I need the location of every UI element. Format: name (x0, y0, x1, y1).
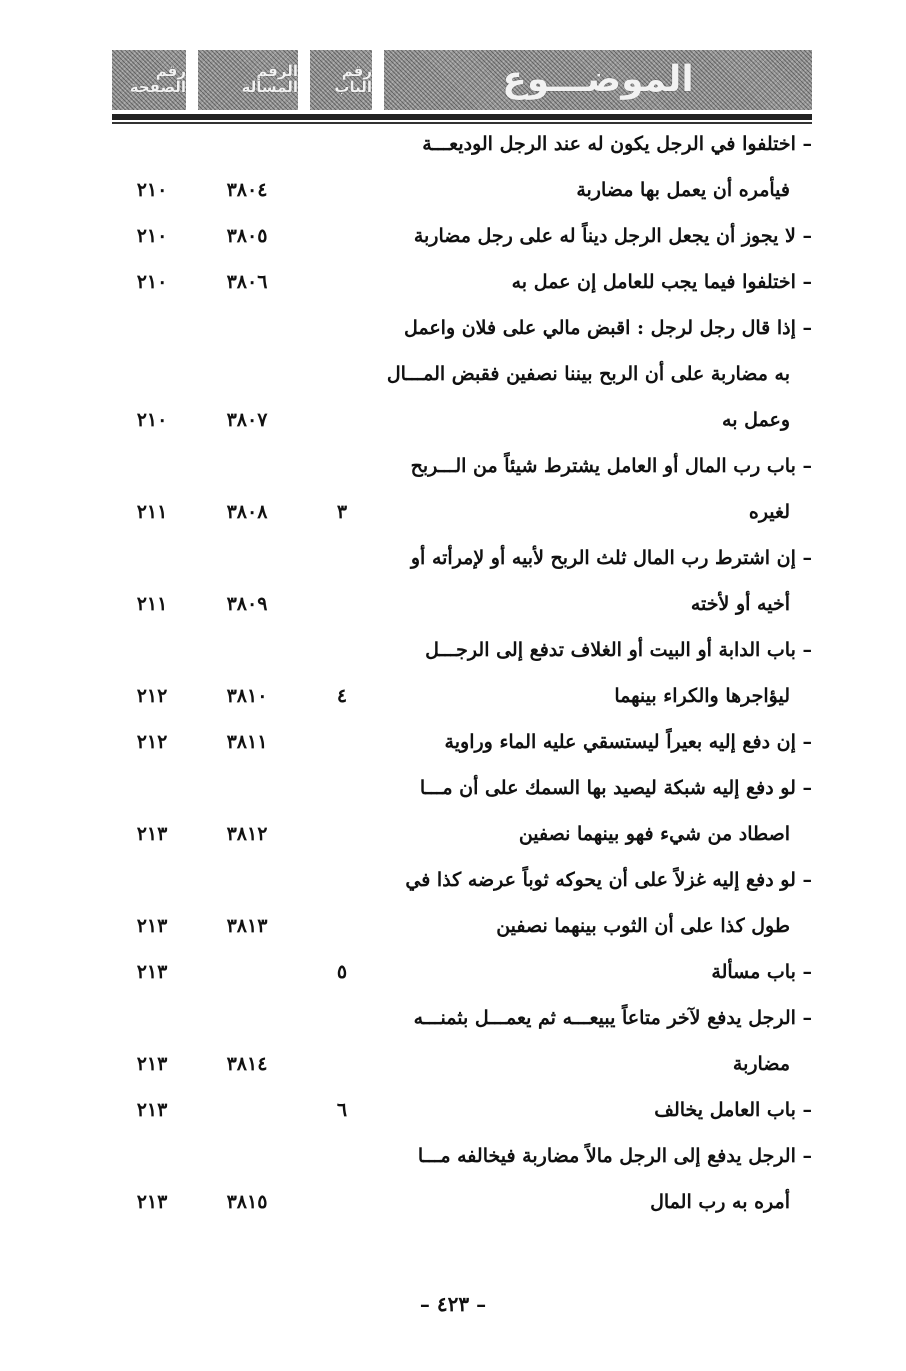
table-row (112, 630, 812, 676)
row-issue: ٣٨٠٨ (226, 501, 268, 523)
row-issue: ٣٨١٤ (226, 1053, 268, 1075)
row-topic: مضاربة (732, 1053, 790, 1075)
table-row (112, 124, 812, 170)
header-topic (384, 50, 812, 110)
row-issue: ٣٨١١ (226, 731, 268, 753)
row-topic: لغيره (748, 501, 790, 523)
row-issue: ٣٨٠٧ (226, 409, 268, 431)
header-issue-label: الرقم المسألة (241, 62, 298, 96)
table-row (112, 492, 812, 538)
row-issue: ٣٨١٠ (226, 685, 268, 707)
table-row (112, 308, 812, 354)
table-row (112, 446, 812, 492)
table-row (112, 170, 812, 216)
table-row (112, 814, 812, 860)
table-row (112, 998, 812, 1044)
table-row (112, 952, 812, 998)
table-row (112, 722, 812, 768)
table-row (112, 1090, 812, 1136)
row-topic: – لو دفع إليه شبكة ليصيد بها السمك على أن مـــا (419, 777, 812, 799)
row-topic: أمره به رب المال (650, 1191, 790, 1213)
table-row (112, 400, 812, 446)
table-row (112, 262, 812, 308)
header-chapter (310, 50, 372, 110)
row-chapter: ٥ (336, 961, 348, 983)
table-row (112, 860, 812, 906)
row-page: ٢١٠ (136, 271, 168, 293)
row-issue: ٣٨١٥ (226, 1191, 268, 1213)
table-row (112, 768, 812, 814)
row-topic: أخيه أو لأخته (690, 593, 790, 615)
row-issue: ٣٨١٣ (226, 915, 268, 937)
table-row (112, 676, 812, 722)
row-topic: – الرجل يدفع لآخر متاعاً يبيعـــه ثم يعمـــل بثمنـــه (413, 1007, 812, 1029)
row-topic: فيأمره أن يعمل بها مضاربة (576, 179, 790, 201)
row-topic: – باب مسألة (711, 961, 812, 983)
row-topic: – اختلفوا فيما يجب للعامل إن عمل به (511, 271, 812, 293)
row-page: ٢١٢ (136, 685, 168, 707)
row-page: ٢١١ (136, 501, 168, 523)
row-issue: ٣٨٠٩ (226, 593, 268, 615)
row-issue: ٣٨١٢ (226, 823, 268, 845)
row-issue: ٣٨٠٥ (226, 225, 268, 247)
table-row (112, 1044, 812, 1090)
header-issue (198, 50, 298, 110)
row-topic: – باب رب المال أو العامل يشترط شيئاً من الـــربح (410, 455, 812, 477)
row-topic: – لا يجوز أن يجعل الرجل ديناً له على رجل مضاربة (413, 225, 812, 247)
row-page: ٢١٣ (136, 915, 168, 937)
row-issue: ٣٨٠٦ (226, 271, 268, 293)
row-topic: – باب الدابة أو البيت أو الغلاف تدفع إلى الرجـــل (425, 639, 812, 661)
row-topic: – إن دفع إليه بعيراً ليستسقي عليه الماء وراوية (444, 731, 812, 753)
table-row (112, 216, 812, 262)
row-page: ٢١٣ (136, 1191, 168, 1213)
page-number: – ٤٢٣ – (419, 1292, 487, 1316)
row-topic: – باب العامل يخالف (654, 1099, 812, 1121)
row-topic: – لو دفع إليه غزلاً على أن يحوكه ثوباً عرضه كذا في (405, 869, 812, 891)
row-chapter: ٣ (336, 501, 348, 523)
header-page-label: رقم الصفحة (129, 62, 186, 96)
header-topic-label: الموضـــوع (502, 59, 694, 101)
row-chapter: ٦ (336, 1099, 348, 1121)
row-page: ٢١١ (136, 593, 168, 615)
row-issue: ٣٨٠٤ (226, 179, 268, 201)
row-page: ٢١٣ (136, 823, 168, 845)
table-row (112, 584, 812, 630)
row-topic: – إن اشترط رب المال ثلث الربح لأبيه أو لإمرأته أو (410, 547, 812, 569)
row-topic: – اختلفوا في الرجل يكون له عند الرجل الوديعـــة (422, 133, 812, 155)
table-row (112, 1182, 812, 1228)
row-page: ٢١٠ (136, 409, 168, 431)
table-row (112, 1136, 812, 1182)
row-page: ٢١٣ (136, 1053, 168, 1075)
row-topic: – الرجل يدفع إلى الرجل مالاً مضاربة فيخالفه مـــا (417, 1145, 812, 1167)
row-topic: ليؤاجرها والكراء بينهما (614, 685, 790, 707)
row-page: ٢١٠ (136, 179, 168, 201)
row-topic: طول كذا على أن الثوب بينهما نصفين (496, 915, 790, 937)
row-page: ٢١٣ (136, 1099, 168, 1121)
row-topic: – إذا قال رجل لرجل : اقبض مالي على فلان واعمل (403, 317, 812, 339)
row-page: ٢١٢ (136, 731, 168, 753)
row-topic: به مضاربة على أن الربح بيننا نصفين فقبض المـــال (386, 363, 790, 385)
row-topic: وعمل به (722, 409, 790, 431)
index-table (112, 124, 812, 1228)
table-row (112, 354, 812, 400)
header-page (112, 50, 186, 110)
row-chapter: ٤ (336, 685, 348, 707)
row-page: ٢١٠ (136, 225, 168, 247)
table-row (112, 906, 812, 952)
header-chapter-label: رقم الباب (334, 62, 372, 96)
row-page: ٢١٣ (136, 961, 168, 983)
header-rule-thick (112, 114, 812, 120)
table-header (112, 50, 812, 124)
table-row (112, 538, 812, 584)
row-topic: اصطاد من شيء فهو بينهما نصفين (518, 823, 790, 845)
